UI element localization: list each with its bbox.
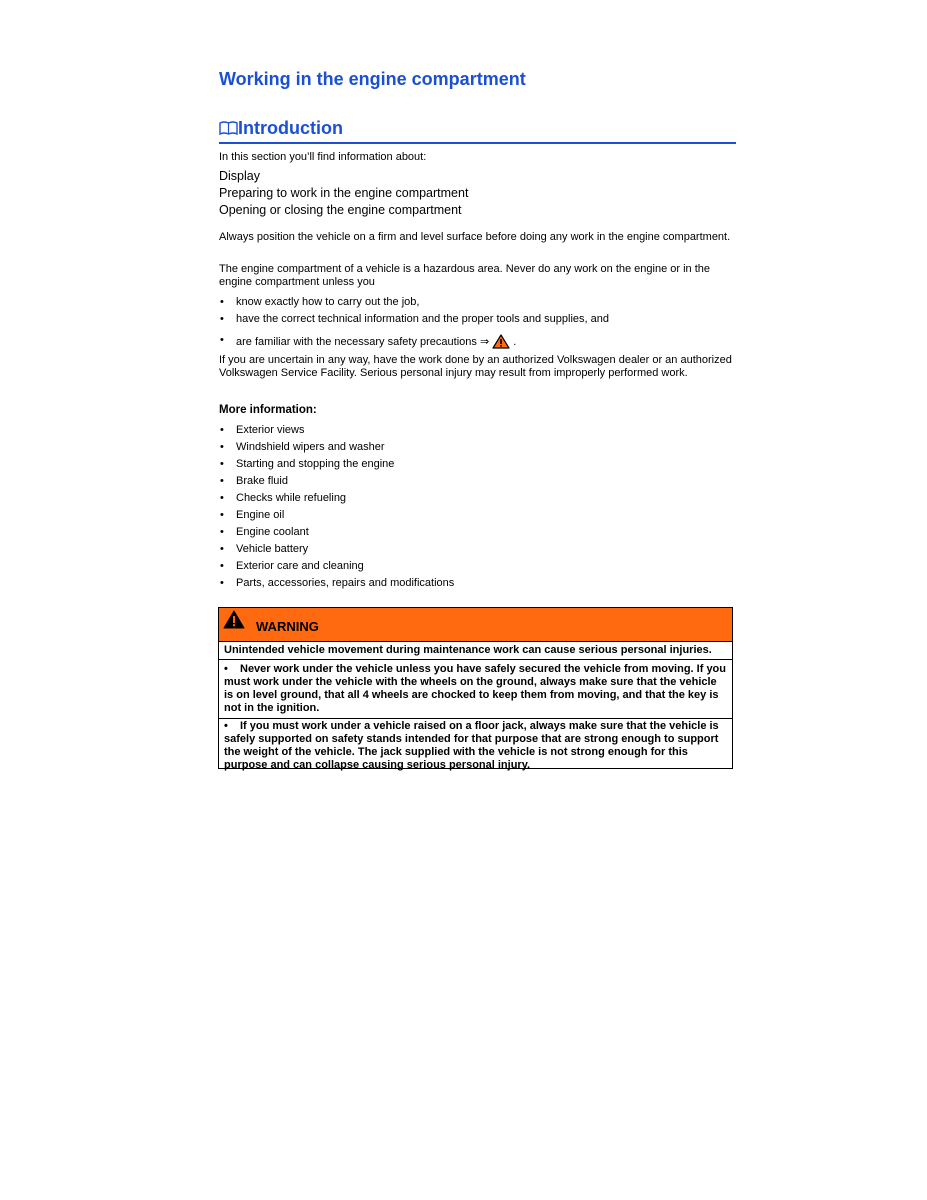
list-item (219, 313, 736, 330)
bullet: • (220, 458, 224, 470)
warning-item (219, 718, 732, 772)
list-item[interactable] (219, 509, 736, 526)
list-item[interactable] (219, 458, 736, 475)
list-item-text[interactable]: Vehicle battery (236, 543, 309, 555)
warning-body (219, 644, 732, 772)
list-item-text[interactable]: Engine oil (236, 509, 285, 521)
bullet: • (220, 313, 224, 325)
bullet: • (220, 577, 224, 589)
list-item-text[interactable]: Windshield wipers and washer (236, 441, 385, 453)
condition-suffix: . (513, 336, 517, 348)
bullet: • (224, 663, 228, 675)
list-item[interactable] (219, 577, 736, 594)
section-title: Introduction (238, 118, 343, 138)
list-item[interactable] (219, 492, 736, 509)
bullet: • (220, 543, 224, 555)
bullet: • (220, 509, 224, 521)
more-information-heading: More information: (219, 404, 317, 416)
list-item (219, 334, 736, 351)
warning-item-text: Never work under the vehicle unless you have safely secured the vehicle from moving. If you must work under the vehicle with the wheels on the ground, always make sure that the vehicle is on level ground, that all 4 wheels are chocked to keep them from moving, and that the key is not in the ignition. (224, 663, 726, 714)
list-item-text[interactable]: Checks while refueling (236, 492, 347, 504)
list-item-text[interactable]: Exterior views (236, 424, 305, 436)
list-item-text[interactable]: Parts, accessories, repairs and modifications (236, 577, 455, 589)
topic-link-display[interactable]: Display (219, 169, 260, 183)
bullet: • (220, 526, 224, 538)
warning-header (219, 608, 732, 642)
warning-lead: Unintended vehicle movement during maintenance work can cause serious personal injuries. (219, 644, 732, 660)
paragraph-uncertain: If you are uncertain in any way, have the work done by an authorized Volkswagen dealer or an authorized Volkswagen Service Facility. Serious personal injury may result from improperly performed work. (219, 354, 732, 379)
list-item-text: have the correct technical information and the proper tools and supplies, and (236, 313, 610, 325)
page-title: Working in the engine compartment (219, 69, 526, 89)
book-icon (219, 117, 238, 141)
list-item[interactable] (219, 441, 736, 458)
list-item (219, 296, 736, 313)
list-item[interactable] (219, 526, 736, 543)
paragraph-hazardous-area: The engine compartment of a vehicle is a hazardous area. Never do any work on the engine or in the engine compartment unless you (219, 263, 711, 288)
list-item-text[interactable]: Engine coolant (236, 526, 309, 538)
warning-item-text: If you must work under a vehicle raised on a floor jack, always make sure that the vehicle is safely supported on safety stands intended for that purpose that are strong enough to support the weight of the vehicle. The jack supplied with the vehicle is not strong enough for this purpose and can collapse causing serious personal injury. (224, 720, 719, 771)
topic-link-opening-closing[interactable]: Opening or closing the engine compartment (219, 203, 462, 217)
list-item-text[interactable]: Starting and stopping the engine (236, 458, 395, 470)
warning-reference-icon[interactable] (492, 336, 513, 348)
warning-label: WARNING (256, 619, 319, 634)
list-item[interactable] (219, 475, 736, 492)
warning-box (218, 607, 733, 769)
bullet: • (220, 492, 224, 504)
list-item-text: know exactly how to carry out the job, (236, 296, 420, 308)
bullet: • (220, 475, 224, 487)
list-item-text[interactable]: Exterior care and cleaning (236, 560, 364, 572)
topic-link-preparing[interactable]: Preparing to work in the engine compartment (219, 186, 469, 200)
warning-triangle-icon (223, 616, 245, 634)
bullet: • (224, 720, 228, 732)
bullet: • (220, 334, 224, 346)
list-item[interactable] (219, 560, 736, 577)
more-information-list (219, 424, 736, 594)
list-item-text: are familiar with the necessary safety precautions ⇒ (236, 336, 490, 348)
bullet: • (220, 424, 224, 436)
list-item-text[interactable]: Brake fluid (236, 475, 288, 487)
list-item[interactable] (219, 424, 736, 441)
section-header (219, 117, 736, 144)
list-item[interactable] (219, 543, 736, 560)
warning-item (224, 663, 727, 715)
paragraph-position-vehicle: Always position the vehicle on a firm and level surface before doing any work in the engine compartment. (219, 231, 731, 243)
conditions-list (219, 296, 736, 351)
bullet: • (220, 441, 224, 453)
bullet: • (220, 296, 224, 308)
intro-line: In this section you’ll find information about: (219, 151, 427, 163)
bullet: • (220, 560, 224, 572)
